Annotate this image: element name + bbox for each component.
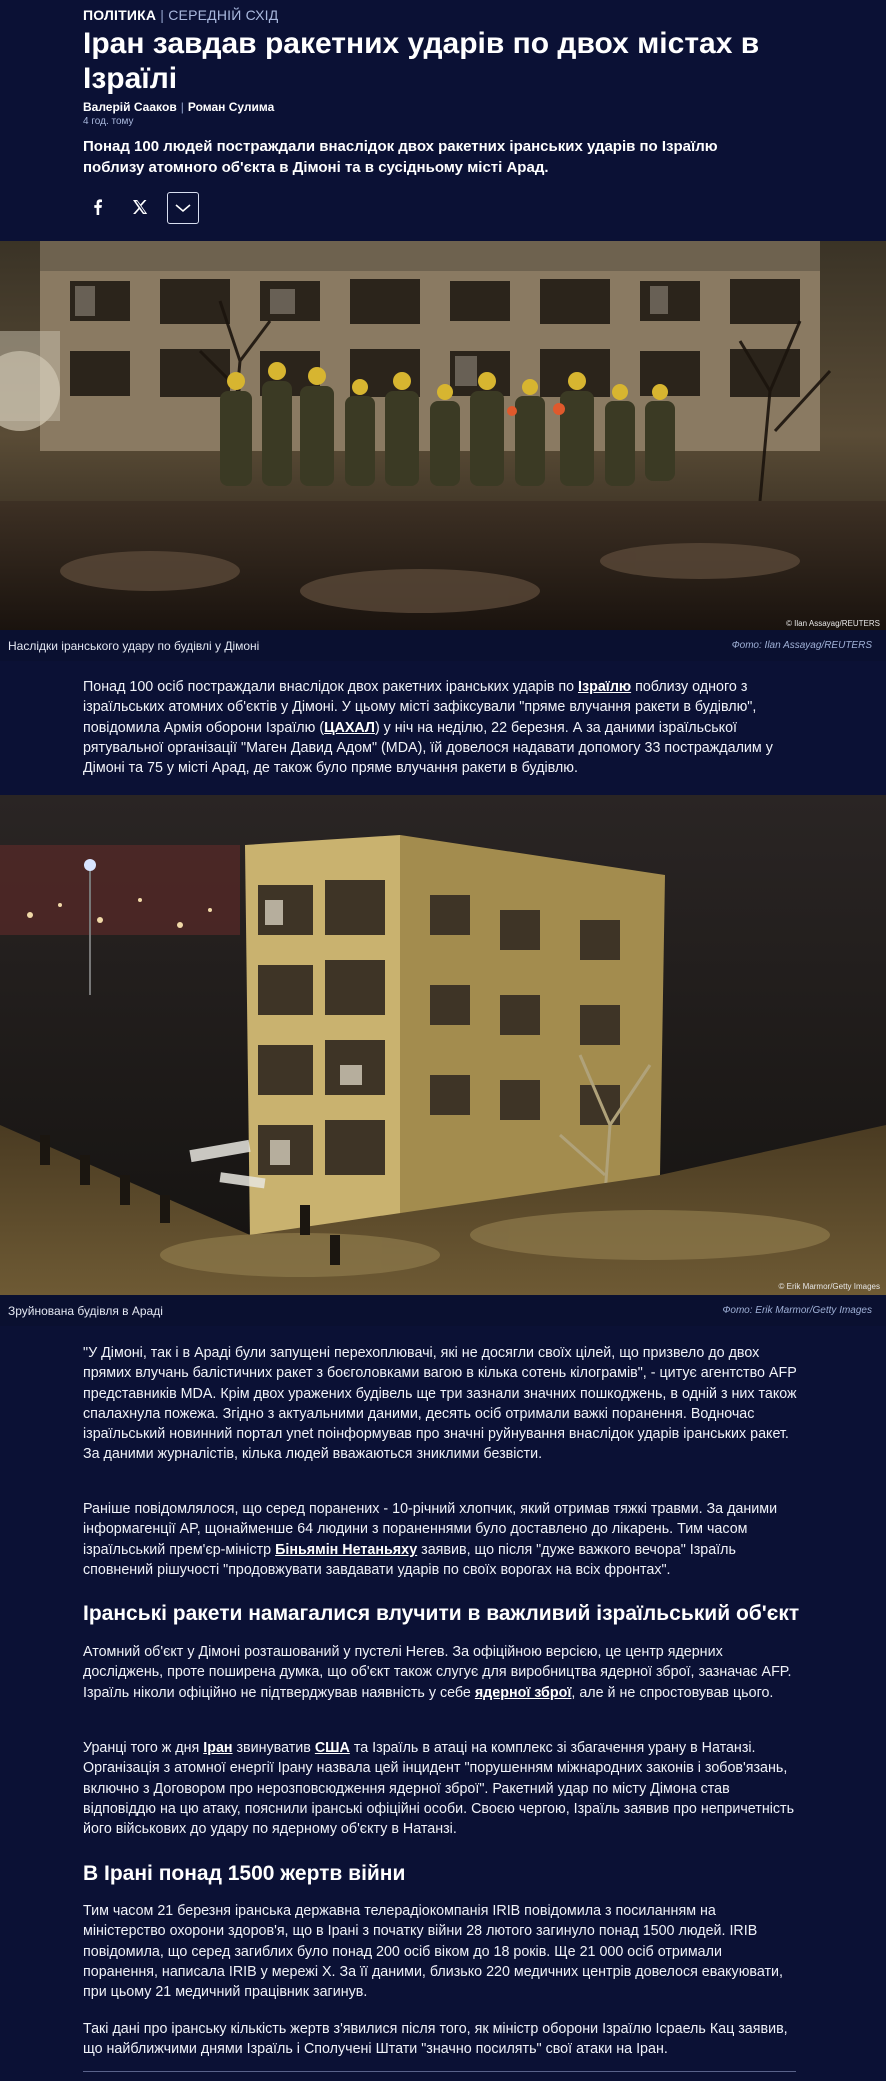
link-iran[interactable]: Іран	[203, 1740, 233, 1756]
figure-caption: Зруйнована будівля в Араді	[8, 1303, 163, 1318]
link-usa[interactable]: США	[314, 1740, 350, 1756]
link-idf[interactable]: ЦАХАЛ	[324, 719, 375, 736]
author-link[interactable]: Роман Сулима	[187, 100, 275, 114]
link-netanyahu[interactable]: Біньямін Нетаньяху	[275, 1541, 418, 1558]
article-paragraph	[83, 1738, 799, 1839]
figure-caption: Наслідки іранського удару по будівлі у Дімоні	[8, 638, 260, 653]
article-paragraph: Тим часом 21 березня іранська державна телерадіокомпанія IRIB повідомила з посиланням на міністерство охорони здоров'я, що в Ірані з початку війни 28 лютого загинуло понад 1500 людей. IRIB повідомила, що серед загиблих було понад 200 осіб віком до 18 років. Ще 21 000 осіб отримали поранення, написала IRIB у мережі Х. За її даними, близько 220 медичних центрів довелося евакуювати, при цьому 21 медичний працівник загинув.	[83, 1903, 784, 2001]
share-facebook-button[interactable]	[83, 192, 113, 222]
divider	[83, 2071, 796, 2072]
link-nuclear-weapons[interactable]: ядерної зброї	[474, 1684, 572, 1701]
paragraph-text: звинуватив	[232, 1740, 315, 1756]
photo-credit-overlay: © Ilan Assayag/REUTERS	[786, 619, 880, 628]
paragraph-text: , але й не спростовував цього.	[571, 1684, 774, 1701]
share-bar	[83, 192, 211, 224]
breadcrumb	[83, 7, 278, 23]
figure-caption-bar	[0, 1295, 886, 1326]
paragraph-text: Раніше повідомлялося, що серед поранених - 10-річний хлопчик, який отримав тяжкі травми. За даними інформагенції AP, щонайменше 64 людини з пораненнями було доставлено до лікарень. Тим часом ізраїльський прем'єр-міністр	[83, 1501, 778, 1558]
paragraph-text: заявив, що після "дуже важкого вечора" Ізраїль сповнений рішучості "продовжувати завдавати ударів по своїх ворогах на всіх фронтах".	[83, 1541, 736, 1578]
figure-arad	[0, 795, 886, 1326]
photo-rescue-team-dimona	[0, 241, 886, 630]
photo-credit-overlay: © Erik Marmor/Getty Images	[778, 1282, 880, 1291]
category-link[interactable]: ПОЛІТИКА	[83, 7, 157, 23]
facebook-icon	[90, 199, 106, 215]
paragraph-text: Уранці того ж дня	[83, 1740, 204, 1756]
photo-credit: Фото: Ilan Assayag/REUTERS	[731, 640, 872, 651]
article-title: Іран завдав ракетних ударів по двох містах в Ізраїлі	[83, 27, 760, 95]
paragraph-text: Атомний об'єкт у Дімоні розташований у пустелі Негев. За офіційною версією, це центр ядерних досліджень, проте поширена думка, що об'єкт також слугує для виробництва ядерної зброї, зазначає AFP. Ізраїль ніколи офіційно не підтверджував наявність у себе	[83, 1644, 792, 1701]
author-link[interactable]: Валерій Саакoв	[83, 100, 177, 114]
section-heading: Іранські ракети намагалися влучити в важливий ізраїльський об'єкт	[83, 1602, 800, 1625]
article-paragraph: Такі дані про іранську кількість жертв з'явилися після того, як міністр оборони Ізраїлю Ісраель Кац заявив, що найближчими днями Ізраїль і Сполучені Штати "значно посилять" свої атаки на Іран.	[83, 2021, 788, 2058]
breadcrumb-separator: |	[160, 7, 165, 23]
share-x-button[interactable]	[125, 192, 155, 222]
subcategory-link[interactable]: СЕРЕДНІЙ СХІД	[168, 7, 279, 23]
paragraph-text: ) у ніч на неділю, 22 березня. А за даними ізраїльської рятувальної організації "Маген Давид Адом" (MDA), їй довелося надавати допомогу 33 постраждалим у Дімоні та 75 у місті Арад, де також було пряме влучання ракети в будівлю.	[83, 719, 773, 777]
paragraph-text: поблизу одного з ізраїльських атомних об'єктів у Дімоні. У цьому місті зафіксували "пряме влучання ракети в будівлю", повідомила Армія оборони Ізраїлю (	[83, 679, 757, 736]
paragraph-text: Понад 100 осіб постраждали внаслідок двох ракетних іранських ударів по	[83, 679, 579, 695]
paragraph-text: та Ізраїль в атаці на комплекс зі збагачення урану в Натанзі. Організація з атомної енергії Ірану назвала цей інцидент "порушенням міжнародних законів і зобов'язань, включно з Договором про нерозповсюдження ядерної зброї". Ракетний удар по місту Дімона став відповіддю на цю атаку, пояснили іранські офіційні особи. Своєю чергою, Ізраїль заявив про непричетність його військових до удару по ядерному об'єкту в Натанзі.	[83, 1740, 795, 1838]
article-paragraph	[83, 1499, 799, 1580]
share-more-button[interactable]	[167, 192, 199, 224]
article-paragraph	[83, 677, 799, 778]
publish-time: 4 год. тому	[83, 116, 134, 127]
photo-credit: Фото: Erik Marmor/Getty Images	[722, 1305, 872, 1316]
x-icon	[132, 199, 148, 215]
article-lead: Понад 100 людей постраждали внаслідок двох ракетних іранських ударів по Ізраїлю поблизу атомного об'єкта в Дімоні та в сусідньому місті Арад.	[83, 138, 718, 176]
figure-dimona	[0, 241, 886, 661]
link-israel[interactable]: Ізраїлю	[578, 679, 632, 695]
author-divider: |	[180, 100, 184, 114]
section-heading: В Ірані понад 1500 жертв війни	[83, 1862, 406, 1885]
photo-destroyed-building-arad	[0, 795, 886, 1295]
article-paragraph	[83, 1642, 799, 1703]
article-paragraph: "У Дімоні, так і в Араді були запущені перехоплювачі, які не досягли своїх цілей, що призвело до двох прямих влучань балістичних ракет з боєголовками вагою в кілька сотень кілограмів", - цитує агентство AFP представників MDA. Крім двох уражених будівель ще три зазнали значних пошкоджень, в одній з них також спалахнула пожежа. Згідно з актуальними даними, десять осіб отримали важкі поранення. Водночас ізраїльський новинний портал ynet поінформував про значні руйнування внаслідок ударів іранських ракет. За даними журналістів, кілька людей вважаються зниклими безвісти.	[83, 1345, 797, 1463]
chevron-down-icon	[174, 202, 192, 214]
byline	[83, 100, 274, 114]
figure-caption-bar	[0, 630, 886, 661]
